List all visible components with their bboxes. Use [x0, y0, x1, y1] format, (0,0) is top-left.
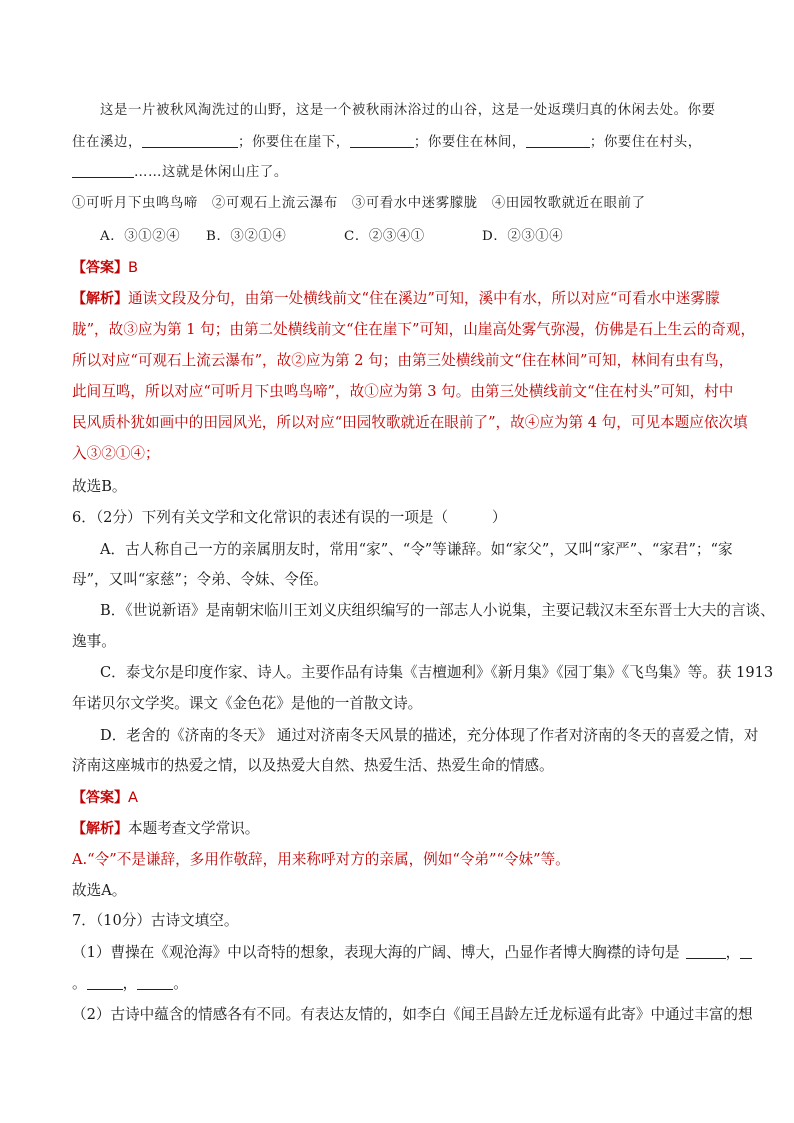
q5-answer-line — [72, 258, 732, 278]
q6-conclusion: 故选A。 — [72, 882, 127, 899]
q5-analysis-line-5: 民风质朴犹如画中的田园风光，所以对应“田园牧歌就近在眼前了”，故④应为第 4 句，可见本题应依次填 — [72, 414, 748, 431]
q7-sub2-line-1: （2）古诗中蕴含的情感各有不同。有表达友情的，如李白《闻王昌龄左迁龙标遥有此寄》中通过丰富的想 — [72, 1006, 753, 1023]
fill-blank-poem-3[interactable] — [87, 975, 123, 990]
fill-blank-1[interactable] — [142, 133, 238, 148]
q6-analysis-detail: A.“令”不是谦辞，多用作敬辞，用来称呼对方的亲属，例如“令弟”“令妹”等。 — [72, 851, 570, 868]
analysis-text-1: 通读文段及分句，由第一处横线前文“住在溪边”可知，溪中有水，所以对应“可看水中迷雾朦 — [128, 290, 720, 307]
q6-analysis-line — [72, 819, 732, 839]
fill-blank-poem-4[interactable] — [137, 975, 173, 990]
passage-l2-part-d: ；你要住在村头， — [589, 135, 702, 150]
answer-value: B — [128, 259, 139, 276]
q6-option-c-line-1[interactable]: C．泰戈尔是印度作家、诗人。主要作品有诗集《吉檀迦利》《新月集》《园丁集》《飞鸟集》等。获 1913 — [100, 664, 774, 681]
q5-analysis-line-2: 胧”，故③应为第 1 句；由第二处横线前文“住在崖下”可知，山崖高处雾气弥漫，仿佛是石上生云的奇观， — [72, 321, 756, 338]
q6-option-a-line-2: 母”，又叫“家慈”；令弟、令妹、令侄。 — [72, 571, 328, 588]
fill-blank-poem-1[interactable] — [686, 944, 726, 959]
passage-l2-part-a: 住在溪边， — [72, 135, 142, 150]
q6-option-b-line-2: 逸事。 — [72, 633, 116, 650]
fill-blank-poem-2[interactable] — [740, 944, 752, 959]
fill-blank-2[interactable] — [350, 133, 414, 148]
passage-line-2 — [72, 133, 732, 153]
q6-option-c-line-2: 年诺贝尔文学奖。课文《金色花》是他的一首散文诗。 — [72, 695, 423, 712]
passage-line-3 — [72, 163, 732, 183]
choice-a[interactable]: A．③①②④ — [100, 229, 181, 244]
q7-sub1-line-1: （1）曹操在《观沧海》中以奇特的想象，表现大海的广阔、博大，凸显作者博大胸襟的诗句是 ， — [72, 943, 732, 963]
q6-option-a-line-1[interactable]: A．古人称自己一方的亲属朋友时，常用“家”、“令”等谦辞。如“家父”，又叫“家严”、“家君”；“家 — [100, 541, 733, 558]
q6-option-d-line-1[interactable]: D．老舍的《济南的冬天》 通过对济南冬天风景的描述，充分体现了作者对济南的冬天的喜爱之情，对 — [100, 727, 759, 744]
q5-analysis-line-4: 此间互鸣，所以对应“可听月下虫鸣鸟啼”，故①应为第 3 句。由第三处横线前文“住在村头”可知，村中 — [72, 383, 734, 400]
q5-analysis-line-3: 所以对应“可观石上流云瀑布”，故②应为第 2 句；由第三处横线前文“住在林间”可知，林间有虫有鸟， — [72, 352, 734, 369]
answer-value: A — [128, 789, 138, 806]
q5-analysis-line-6: 入③②①④； — [72, 445, 160, 462]
analysis-tag: 【解析】 — [72, 821, 128, 837]
passage-l2-part-b: ；你要住在崖下， — [237, 135, 350, 150]
choice-b[interactable]: B．③②①④ — [206, 229, 287, 244]
passage-l3-text: ……这就是休闲山庄了。 — [134, 165, 288, 180]
choice-row — [100, 227, 760, 247]
analysis-text: 本题考查文学常识。 — [128, 820, 260, 837]
sentence-options: ①可听月下虫鸣鸟啼 ②可观石上流云瀑布 ③可看水中迷雾朦胧 ④田园牧歌就近在眼前了 — [72, 196, 646, 211]
fill-blank-4[interactable] — [72, 163, 134, 178]
q7-sub1-comma: ， — [122, 975, 138, 992]
q7-stem: 7．（10分）古诗文填空。 — [72, 912, 239, 929]
passage-line-1: 这是一片被秋风淘洗过的山野，这是一个被秋雨沐浴过的山谷，这是一处返璞归真的休闲去处。你要 — [100, 103, 716, 118]
q6-stem: 6．（2分）下列有关文学和文化常识的表述有误的一项是（ ） — [72, 509, 507, 526]
q7-sub1-text: （1）曹操在《观沧海》中以奇特的想象，表现大海的广阔、博大，凸显作者博大胸襟的诗句是 — [72, 944, 680, 961]
passage-l2-part-c: ；你要住在林间， — [413, 135, 526, 150]
q5-conclusion: 故选B。 — [72, 478, 127, 495]
q5-analysis-line-1 — [72, 289, 732, 309]
analysis-tag: 【解析】 — [72, 291, 128, 307]
choice-d[interactable]: D．②③①④ — [482, 229, 564, 244]
answer-tag: 【答案】 — [72, 260, 128, 276]
choice-c[interactable]: C．②③④① — [344, 229, 425, 244]
fill-blank-3[interactable] — [526, 133, 590, 148]
q6-answer-line — [72, 788, 732, 808]
q7-sub1-line-2: 。 ， 。 — [72, 975, 188, 992]
answer-tag: 【答案】 — [72, 790, 128, 806]
q7-sub1-period: 。 — [72, 975, 87, 992]
q6-option-d-line-2: 济南这座城市的热爱之情，以及热爱大自然、热爱生活、热爱生命的情感。 — [72, 757, 554, 774]
q6-option-b-line-1[interactable]: B．《世说新语》是南朝宋临川王刘义庆组织编写的一部志人小说集，主要记载汉末至东晋士大夫的言谈、 — [100, 602, 775, 619]
